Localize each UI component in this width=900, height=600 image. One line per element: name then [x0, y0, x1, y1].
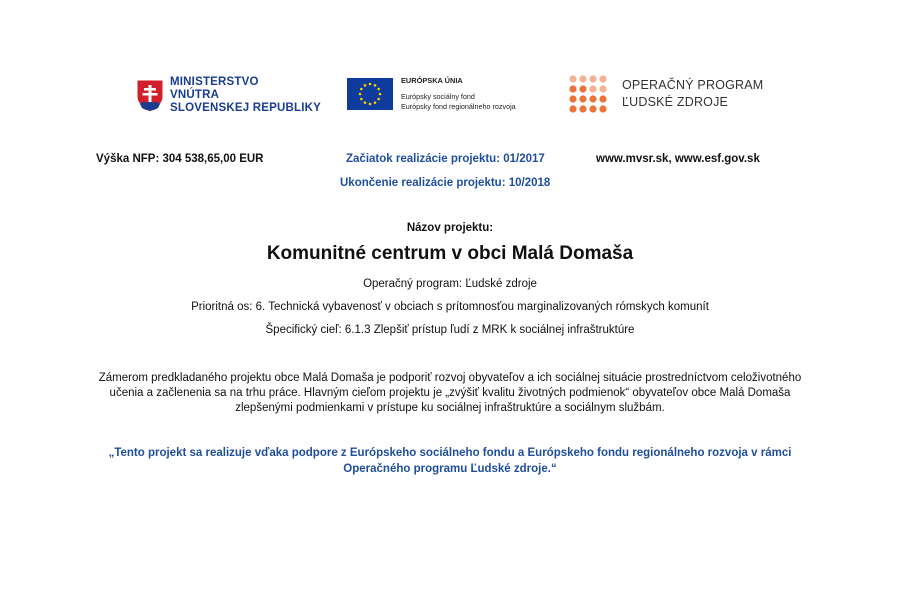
op-dot-icon [599, 95, 606, 102]
op-line1: OPERAČNÝ PROGRAM [622, 78, 764, 92]
op-dot-icon [589, 85, 596, 92]
priority-axis: Prioritná os: 6. Technická vybavenosť v obciach s prítomnosťou marginalizovaných rómskych komunít [191, 301, 709, 313]
project-start: Začiatok realizácie projektu: 01/2017 [346, 153, 545, 165]
eu-star-icon [369, 83, 372, 86]
op-dot-icon [569, 95, 576, 102]
op-dot-icon [569, 85, 576, 92]
eu-star-icon [364, 84, 367, 87]
eu-star-icon [359, 93, 362, 96]
specific-goal: Špecifický cieľ: 6.1.3 Zlepšiť prístup ľudí z MRK k sociálnej infraštruktúre [265, 324, 635, 336]
ministry-text [170, 76, 321, 115]
op-dot-icon [599, 75, 606, 82]
project-description: Zámerom predkladaného projektu obce Malá Domaša je podporiť rozvoj obyvateľov a ich sociálnej situácie prostredníctvom celoživotného učenia a začlenenia sa na trhu práce. Hlavným cieľom projektu je „zvýšiť kvalitu životných podmienok“ obyvateľov obce Malá Domaša zlepšenými podmienkami v prístupe ku sociálnej infraštruktúre a sociálnym službám. [98, 372, 802, 414]
op-dot-icon [569, 105, 576, 112]
eu-star-icon [377, 88, 380, 91]
op-dot-icon [579, 75, 586, 82]
eu-star-icon [360, 98, 363, 101]
op-dot-icon [599, 105, 606, 112]
project-title: Komunitné centrum v obci Malá Domaša [266, 243, 634, 264]
eu-flag-icon [347, 78, 393, 110]
op-dot-icon [579, 85, 586, 92]
eu-line2: Európsky sociálny fond [401, 92, 475, 101]
op-dot-icon [579, 95, 586, 102]
eu-star-icon [360, 88, 363, 91]
eu-star-icon [377, 98, 380, 101]
op-dot-icon [589, 105, 596, 112]
op-dot-icon [589, 95, 596, 102]
funding-statement: „Tento projekt sa realizuje vďaka podpore z Európskeho sociálneho fondu a Európskeho fondu regionálneho rozvoja v rámci Operačného programu Ľudské zdroje.“ [108, 447, 792, 475]
logo-bar [0, 70, 900, 130]
op-dot-icon [599, 85, 606, 92]
op-dot-icon [569, 75, 576, 82]
eu-star-icon [374, 101, 377, 104]
eu-star-icon [369, 103, 372, 106]
nfp-amount: Výška NFP: 304 538,65,00 EUR [96, 153, 264, 165]
project-end: Ukončenie realizácie projektu: 10/2018 [340, 177, 551, 189]
eu-star-icon [374, 84, 377, 87]
slovak-crest-icon [136, 79, 164, 113]
project-name-label: Názov projektu: [406, 222, 494, 234]
eu-line1: EURÓPSKA ÚNIA [401, 76, 463, 85]
websites: www.mvsr.sk, www.esf.gov.sk [596, 153, 760, 165]
eu-star-icon [379, 93, 382, 96]
operational-program: Operačný program: Ľudské zdroje [363, 278, 537, 290]
op-dot-icon [589, 75, 596, 82]
eu-logo [347, 76, 516, 112]
op-text [622, 77, 763, 111]
op-line2: ĽUDSKÉ ZDROJE [622, 95, 729, 109]
eu-text [401, 76, 516, 112]
op-logo [568, 74, 763, 114]
eu-star-icon [364, 101, 367, 104]
ministry-line3: SLOVENSKEJ REPUBLIKY [170, 102, 321, 114]
op-dot-icon [579, 105, 586, 112]
dots-grid-icon [568, 74, 608, 114]
ministry-line2: VNÚTRA [170, 89, 220, 101]
ministry-line1: MINISTERSTVO [170, 76, 259, 88]
ministry-logo [136, 76, 321, 115]
eu-line3: Európsky fond regionálneho rozvoja [401, 102, 516, 111]
